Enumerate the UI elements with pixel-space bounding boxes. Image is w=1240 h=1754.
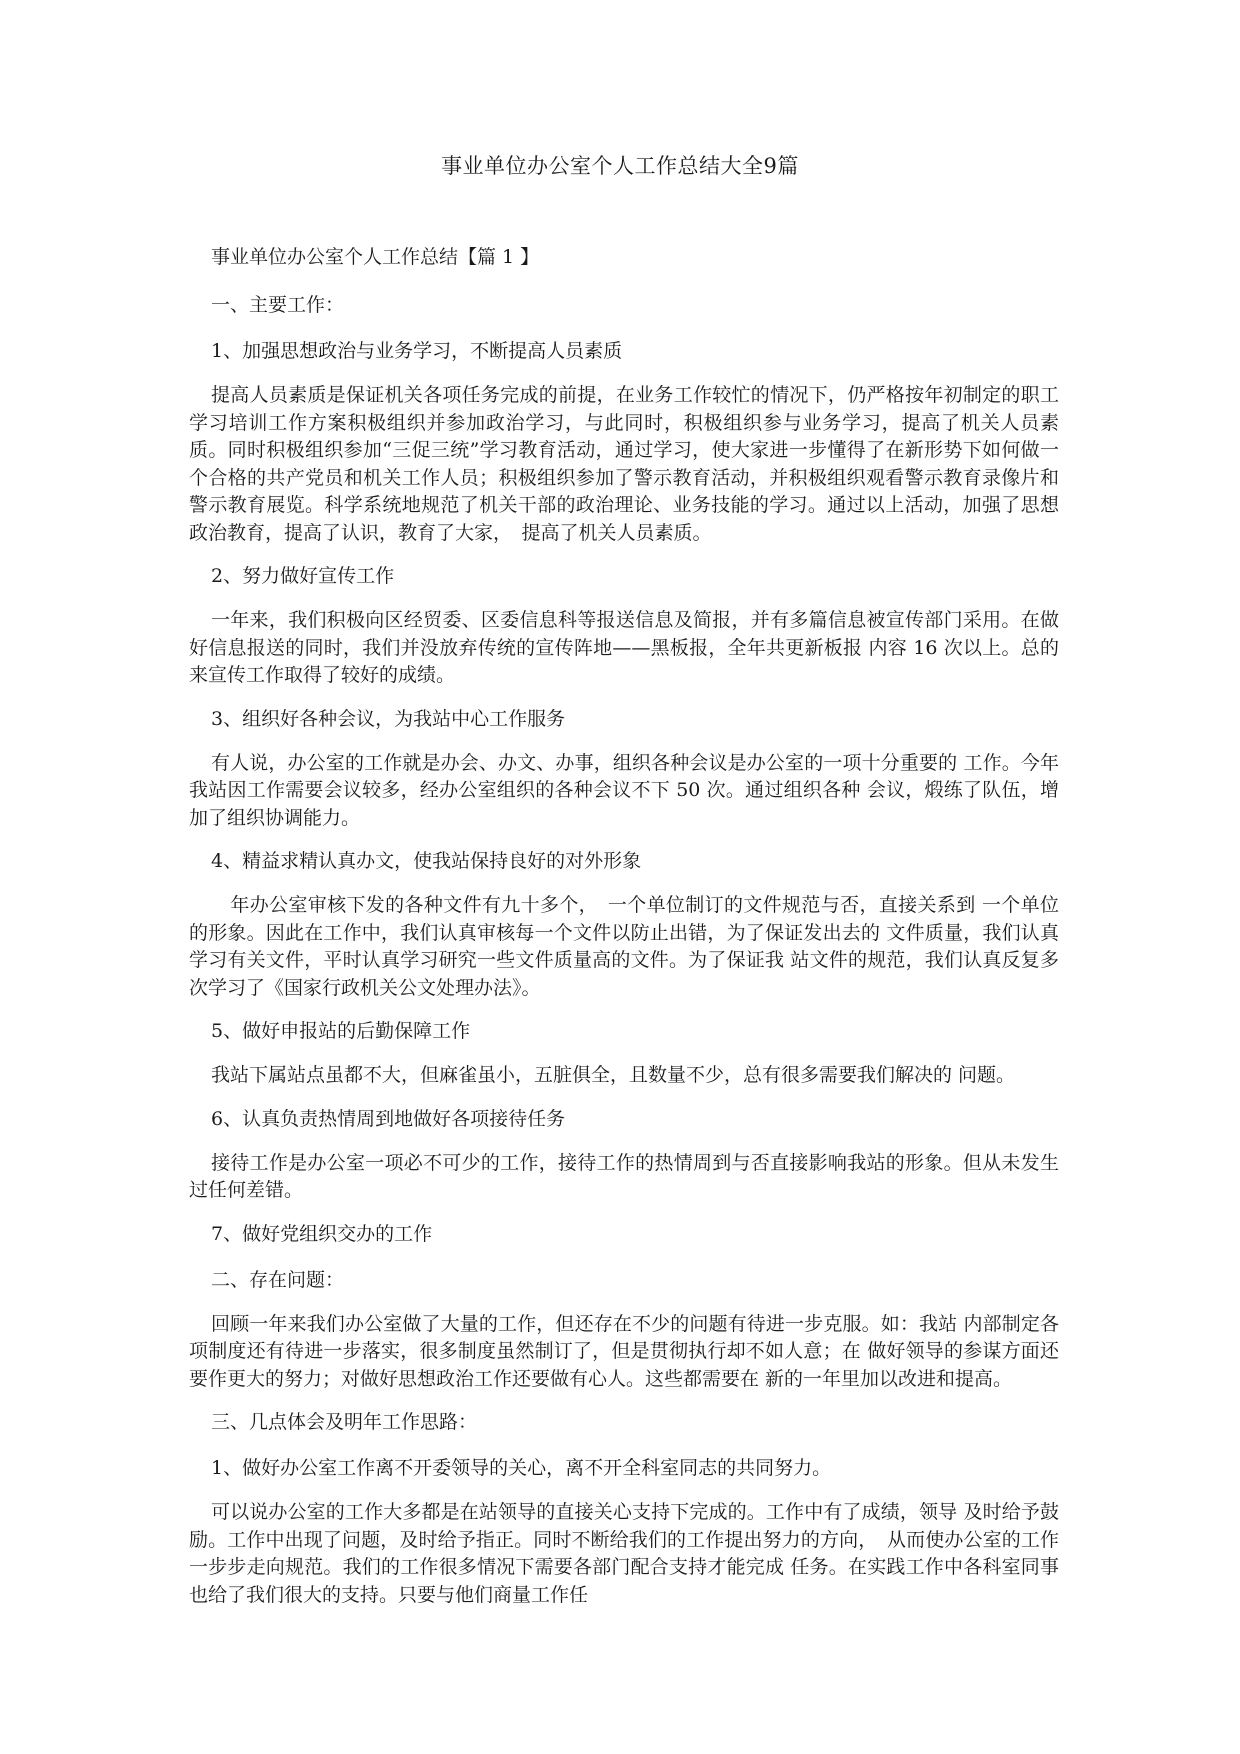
section-heading: 4、精益求精认真办文，使我站保持良好的对外形象 xyxy=(211,850,642,872)
paragraph: 有人说，办公室的工作就是办会、办文、办事，组织各种会议是办公室的一项十分重要的 工作。今年我站因工作需要会议较多，经办公室组织的各种会议不下 50 次。通过组织各种 会议，煅练了队伍，增加了组织协调能力。 xyxy=(189,751,1059,829)
section-heading: 1、加强思想政治与业务学习，不断提高人员素质 xyxy=(211,340,623,362)
section-heading: 1、做好办公室工作离不开委领导的关心，离不开全科室同志的共同努力。 xyxy=(211,1457,832,1479)
paragraph: 提高人员素质是保证机关各项任务完成的前提，在业务工作较忙的情况下，仍严格按年初制定的职工学习培训工作方案积极组织并参加政治学习，与此同时，积极组织参与业务学习，提高了机关人员素质。同时积极组织参加“三促三统”学习教育活动，通过学习，使大家进一步懂得了在新形势下如何做一个合格的共产党员和机关工作人员；积极组织参加了警示教育活动，并积极组织观看警示教育录像片和警示教育展览。科学系统地规范了机关干部的政治理论、业务技能的学习。通过以上活动，加强了思想政治教育，提高了认识，教育了大家， 提高了机关人员素质。 xyxy=(189,384,1059,544)
paragraph: 一年来，我们积极向区经贸委、区委信息科等报送信息及简报，并有多篇信息被宣传部门采用。在做好信息报送的同时，我们并没放弃传统的宣传阵地——黑板报，全年共更新板报 内容 16 次以上。总的来宣传工作取得了较好的成绩。 xyxy=(189,609,1059,686)
document-body xyxy=(189,242,1059,1623)
content-blocks xyxy=(189,290,1059,1609)
section-heading: 7、做好党组织交办的工作 xyxy=(211,1222,433,1245)
paragraph: 回顾一年来我们办公室做了大量的工作，但还存在不少的问题有待进一步克服。如：我站 内部制定各项制度还有待进一步落实，很多制度虽然制订了，但是贯彻执行却不如人意；在 做好领导的参谋方面还要作更大的努力；对做好思想政治工作还要做有心人。这些都需要在 新的一年里加以改进和提高。 xyxy=(189,1312,1059,1390)
paragraph: 接待工作是办公室一项必不可少的工作，接待工作的热情周到与否直接影响我站的形象。但从未发生过任何差错。 xyxy=(189,1151,1059,1201)
section-heading: 一、主要工作： xyxy=(211,294,345,316)
section-heading: 6、认真负责热情周到地做好各项接待任务 xyxy=(211,1107,566,1130)
section-heading: 5、做好申报站的后勤保障工作 xyxy=(211,1020,471,1042)
section-heading: 二、存在问题： xyxy=(211,1268,345,1291)
section-heading: 2、努力做好宣传工作 xyxy=(211,565,395,587)
section-heading: 3、组织好各种会议，为我站中心工作服务 xyxy=(211,707,566,730)
paragraph: 年办公室审核下发的各种文件有九十多个， 一个单位制订的文件规范与否，直接关系到 一个单位的形象。因此在工作中，我们认真审核每一个文件以防止出错，为了保证发出去的 文件质量，我们认真学习有关文件，平时认真学习研究一些文件质量高的文件。为了保证我 站文件的规范，我们认真反复多次学习了《国家行政机关公文处理办法》。 xyxy=(189,894,1059,999)
section-title: 事业单位办公室个人工作总结【篇 1 】 xyxy=(211,246,540,268)
document-title: 事业单位办公室个人工作总结大全9篇 xyxy=(441,154,799,178)
section-heading: 三、几点体会及明年工作思路： xyxy=(211,1411,478,1433)
paragraph: 我站下属站点虽都不大，但麻雀虽小，五脏俱全，且数量不少，总有很多需要我们解决的 问题。 xyxy=(211,1064,1016,1086)
paragraph: 可以说办公室的工作大多都是在站领导的直接关心支持下完成的。工作中有了成绩，领导 及时给予鼓励。工作中出现了问题，及时给予指正。同时不断给我们的工作提出努力的方向， 从而使办公室的工作一步步走向规范。我们的工作很多情况下需要各部门配合支持才能完成 任务。在实践工作中各科室同事也给了我们很大的支持。只要与他们商量工作任 xyxy=(189,1501,1059,1606)
